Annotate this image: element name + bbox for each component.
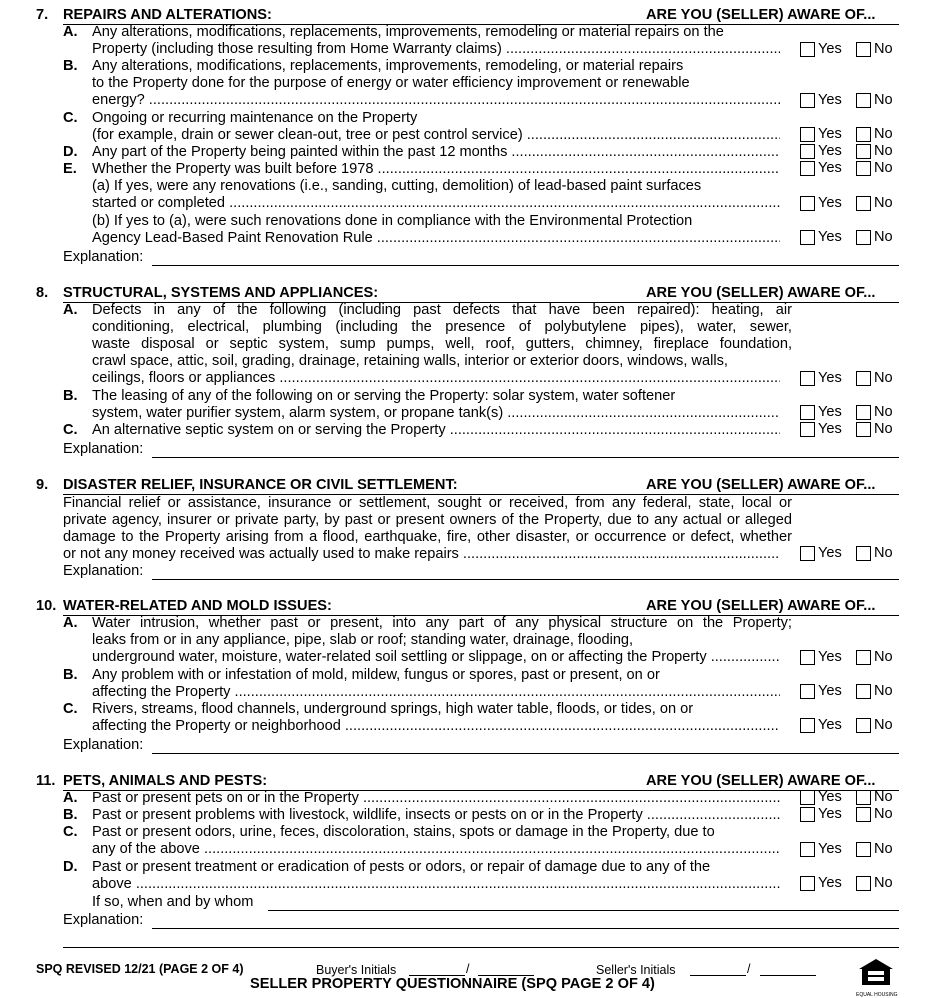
item-8c-line1: An alternative septic system on or serving the Property ..... bbox=[92, 422, 780, 439]
row-10a-yes-label: Yes bbox=[818, 649, 842, 665]
section-10-explanation-label: Explanation: bbox=[63, 737, 144, 753]
section-9-title: DISASTER RELIEF, INSURANCE OR CIVIL SETTLEMENT: bbox=[63, 477, 458, 493]
equal-housing-icon bbox=[856, 957, 898, 998]
item-10b-line2: affecting the Property ..... bbox=[92, 684, 780, 701]
row-10c-no-label: No bbox=[874, 717, 893, 733]
section-11-number: 11. bbox=[36, 773, 56, 789]
item-7e-line1: Whether the Property was built before 1978 ..... bbox=[92, 161, 780, 178]
item-7c-letter: C. bbox=[63, 110, 78, 126]
item-7e-letter: E. bbox=[63, 161, 77, 177]
row-8c-yes-label: Yes bbox=[818, 421, 842, 437]
row-10a-no-checkbox[interactable] bbox=[856, 650, 871, 665]
section-7-explanation-label: Explanation: bbox=[63, 249, 144, 265]
section-10-number: 10. bbox=[36, 598, 57, 614]
row-11b-no-checkbox[interactable] bbox=[856, 807, 871, 822]
item-7b-letter: B. bbox=[63, 58, 78, 74]
item-11c-line1: Past or present odors, urine, feces, discoloration, stains, spots or damage in the Property, due to bbox=[92, 824, 715, 840]
item-11d-line2: above ..... bbox=[92, 876, 780, 893]
item-7e-b-line2: Agency Lead-Based Paint Renovation Rule ..... bbox=[92, 230, 780, 247]
row-7b-no-label: No bbox=[874, 92, 893, 108]
seller-initials-field-2[interactable] bbox=[760, 975, 816, 976]
row-11d-no-checkbox[interactable] bbox=[856, 876, 871, 891]
item-10c-line1: Rivers, streams, flood channels, underground springs, high water table, floods, or tides, on or bbox=[92, 701, 694, 717]
section-11-title: PETS, ANIMALS AND PESTS: bbox=[63, 773, 268, 789]
row-9-yes-checkbox[interactable] bbox=[800, 546, 815, 561]
row-7a-no-checkbox[interactable] bbox=[856, 42, 871, 57]
row-10b-no-label: No bbox=[874, 683, 893, 699]
item-11d-line1: Past or present treatment or eradication of pests or odors, or repair of damage due to any of the bbox=[92, 859, 711, 875]
section-9-number: 9. bbox=[36, 477, 49, 493]
item-7a-line2: Property (including those resulting from Home Warranty claims) ..... bbox=[92, 41, 780, 58]
item-7a-letter: A. bbox=[63, 24, 78, 40]
section-7-title: REPAIRS AND ALTERATIONS: bbox=[63, 7, 272, 23]
item-11a-line1: Past or present pets on or in the Property ..... bbox=[92, 790, 780, 807]
item-9-line3: damage to the Property arising from a flood, earthquake, fire, other disaster, or occurrence or defect, whether bbox=[63, 529, 792, 545]
item-10b-letter: B. bbox=[63, 667, 78, 683]
footer-revision: SPQ REVISED 12/21 (PAGE 2 OF 4) bbox=[36, 962, 244, 976]
row-10b-yes-checkbox[interactable] bbox=[800, 684, 815, 699]
row-9-yes-label: Yes bbox=[818, 545, 842, 561]
seller-initials-label: Seller's Initials bbox=[596, 963, 676, 977]
row-7c-no-checkbox[interactable] bbox=[856, 127, 871, 142]
item-7e-a-line2: started or completed ..... bbox=[92, 195, 780, 212]
item-11d-letter: D. bbox=[63, 859, 78, 875]
row-7e-yes-checkbox[interactable] bbox=[800, 161, 815, 176]
row-7c-yes-checkbox[interactable] bbox=[800, 127, 815, 142]
row-7b-no-checkbox[interactable] bbox=[856, 93, 871, 108]
row-9-no-checkbox[interactable] bbox=[856, 546, 871, 561]
row-10c-yes-label: Yes bbox=[818, 717, 842, 733]
item-10c-line2: affecting the Property or neighborhood ..... bbox=[92, 718, 780, 735]
row-7b-yes-label: Yes bbox=[818, 92, 842, 108]
section-10-title: WATER-RELATED AND MOLD ISSUES: bbox=[63, 598, 332, 614]
row-8b-yes-checkbox[interactable] bbox=[800, 405, 815, 420]
item-8b-line1: The leasing of any of the following on or serving the Property: solar system, water softener bbox=[92, 388, 676, 404]
buyer-initials-label: Buyer's Initials bbox=[316, 963, 397, 977]
row-7d-no-label: No bbox=[874, 143, 893, 159]
item-10c-letter: C. bbox=[63, 701, 78, 717]
row-11c-yes-checkbox[interactable] bbox=[800, 842, 815, 857]
row-7e-yes-label: Yes bbox=[818, 160, 842, 176]
section-9-aware-heading: ARE YOU (SELLER) AWARE OF... bbox=[646, 477, 876, 493]
row-11c-no-label: No bbox=[874, 841, 893, 857]
row-11a-yes-checkbox[interactable] bbox=[800, 790, 815, 805]
row-11d-no-label: No bbox=[874, 875, 893, 891]
row-7a-no-label: No bbox=[874, 41, 893, 57]
row-8c-no-checkbox[interactable] bbox=[856, 422, 871, 437]
section-11-explanation-label: Explanation: bbox=[63, 912, 144, 928]
row-11a-no-checkbox[interactable] bbox=[856, 790, 871, 805]
row-8c-yes-checkbox[interactable] bbox=[800, 422, 815, 437]
row-7d-no-checkbox[interactable] bbox=[856, 144, 871, 159]
item-8a-line3: waste disposal or septic system, sump pumps, well, roof, gutters, chimney, fireplace foundation, bbox=[92, 336, 792, 352]
buyer-initials-slash: / bbox=[466, 962, 470, 976]
section-8-number: 8. bbox=[36, 285, 49, 301]
row-10b-yes-label: Yes bbox=[818, 683, 842, 699]
item-11c-line2: any of the above ..... bbox=[92, 841, 780, 858]
section-7-number: 7. bbox=[36, 7, 49, 23]
row-7e-no-checkbox[interactable] bbox=[856, 161, 871, 176]
row-7a-yes-label: Yes bbox=[818, 41, 842, 57]
row-11b-no-label: No bbox=[874, 806, 893, 822]
row-8b-no-label: No bbox=[874, 404, 893, 420]
item-10a-line1: Water intrusion, whether past or present, into any part of any physical structure on the Property; bbox=[92, 615, 792, 631]
item-11b-letter: B. bbox=[63, 807, 78, 823]
row-8a-yes-checkbox[interactable] bbox=[800, 371, 815, 386]
row-7a-yes-checkbox[interactable] bbox=[800, 42, 815, 57]
item-8a-line4: crawl space, attic, soil, grading, drainage, retaining walls, interior or exterior doors, windows, walls, bbox=[92, 353, 728, 369]
section-11-explanation-field[interactable] bbox=[152, 928, 899, 929]
item-11d-when-field[interactable] bbox=[268, 910, 899, 911]
item-8a-letter: A. bbox=[63, 302, 78, 318]
row-7b-yes-checkbox[interactable] bbox=[800, 93, 815, 108]
item-10b-line1: Any problem with or infestation of mold, mildew, fungus or spores, past or present, on or bbox=[92, 667, 660, 683]
row-10a-yes-checkbox[interactable] bbox=[800, 650, 815, 665]
item-11b-line1: Past or present problems with livestock, wildlife, insects or pests on or in the Property ..... bbox=[92, 807, 780, 824]
item-9-line4: or not any money received was actually used to make repairs ..... bbox=[63, 546, 780, 563]
row-7d-yes-label: Yes bbox=[818, 143, 842, 159]
row-7c-no-label: No bbox=[874, 126, 893, 142]
section-9-explanation-label: Explanation: bbox=[63, 563, 144, 579]
row-11a-no-label: No bbox=[874, 789, 893, 805]
row-7e-b-yes-checkbox[interactable] bbox=[800, 230, 815, 245]
section-11-aware-heading: ARE YOU (SELLER) AWARE OF... bbox=[646, 773, 876, 789]
row-11c-no-checkbox[interactable] bbox=[856, 842, 871, 857]
item-8a-line1: Defects in any of the following (including past defects that have been repaired): heating, air bbox=[92, 302, 792, 318]
row-7e-no-label: No bbox=[874, 160, 893, 176]
item-7a-line1: Any alterations, modifications, replacements, improvements, remodeling or material repairs on the bbox=[92, 24, 724, 40]
item-8b-line2: system, water purifier system, alarm system, or propane tank(s) ..... bbox=[92, 405, 780, 422]
section-7-explanation-field[interactable] bbox=[152, 265, 899, 266]
section-7-aware-heading: ARE YOU (SELLER) AWARE OF... bbox=[646, 7, 876, 23]
row-11b-yes-checkbox[interactable] bbox=[800, 807, 815, 822]
item-8a-line5: ceilings, floors or appliances ..... bbox=[92, 370, 780, 387]
equal-housing-caption: EQUAL HOUSING bbox=[856, 992, 898, 998]
row-7e-a-no-label: No bbox=[874, 195, 893, 211]
footer-rule bbox=[63, 947, 899, 948]
row-7e-a-yes-label: Yes bbox=[818, 195, 842, 211]
row-9-no-label: No bbox=[874, 545, 893, 561]
row-7e-a-yes-checkbox[interactable] bbox=[800, 196, 815, 211]
section-10-explanation-field[interactable] bbox=[152, 753, 899, 754]
row-8a-yes-label: Yes bbox=[818, 370, 842, 386]
row-8b-no-checkbox[interactable] bbox=[856, 405, 871, 420]
footer-title: SELLER PROPERTY QUESTIONNAIRE (SPQ PAGE 2 OF 4) bbox=[250, 976, 655, 992]
row-11c-yes-label: Yes bbox=[818, 841, 842, 857]
row-7d-yes-checkbox[interactable] bbox=[800, 144, 815, 159]
section-10-aware-heading: ARE YOU (SELLER) AWARE OF... bbox=[646, 598, 876, 614]
row-10b-no-checkbox[interactable] bbox=[856, 684, 871, 699]
item-11d-when-label: If so, when and by whom bbox=[92, 894, 254, 910]
row-10c-yes-checkbox[interactable] bbox=[800, 718, 815, 733]
item-7b-line3: energy? ..... bbox=[92, 92, 780, 109]
item-11a-letter: A. bbox=[63, 790, 78, 806]
section-8-aware-heading: ARE YOU (SELLER) AWARE OF... bbox=[646, 285, 876, 301]
equal-housing-logo-shape bbox=[856, 957, 896, 987]
item-8b-letter: B. bbox=[63, 388, 78, 404]
item-10a-letter: A. bbox=[63, 615, 78, 631]
row-7c-yes-label: Yes bbox=[818, 126, 842, 142]
row-7e-b-no-label: No bbox=[874, 229, 893, 245]
row-8b-yes-label: Yes bbox=[818, 404, 842, 420]
item-7b-line1: Any alterations, modifications, replacements, improvements, remodeling, or material repairs bbox=[92, 58, 684, 74]
item-7b-line2: to the Property done for the purpose of energy or water efficiency improvement or renewable bbox=[92, 75, 690, 91]
row-7e-b-no-checkbox[interactable] bbox=[856, 230, 871, 245]
item-10a-line3: underground water, moisture, water-related soil settling or slippage, on or affecting the Property ..... bbox=[92, 649, 780, 666]
item-7e-b-line1: (b) If yes to (a), were such renovations done in compliance with the Environmental Protection bbox=[92, 213, 693, 229]
item-9-line1: Financial relief or assistance, insurance or settlement, sought or received, from any federal, state, local or bbox=[63, 495, 792, 511]
item-8c-letter: C. bbox=[63, 422, 78, 438]
item-11c-letter: C. bbox=[63, 824, 78, 840]
seller-initials-slash: / bbox=[747, 962, 751, 976]
row-7e-b-yes-label: Yes bbox=[818, 229, 842, 245]
item-7e-a-line1: (a) If yes, were any renovations (i.e., sanding, cutting, demolition) of lead-based paint surfaces bbox=[92, 178, 702, 194]
row-11d-yes-label: Yes bbox=[818, 875, 842, 891]
item-10a-line2: leaks from or in any appliance, pipe, slab or roof; standing water, drainage, flooding, bbox=[92, 632, 634, 648]
item-7d-line1: Any part of the Property being painted within the past 12 months ..... bbox=[92, 144, 780, 161]
item-7d-letter: D. bbox=[63, 144, 78, 160]
section-8-explanation-field[interactable] bbox=[152, 457, 899, 458]
item-7c-line1: Ongoing or recurring maintenance on the Property bbox=[92, 110, 418, 126]
row-11a-yes-label: Yes bbox=[818, 789, 842, 805]
section-9-explanation-field[interactable] bbox=[152, 579, 899, 580]
row-8a-no-checkbox[interactable] bbox=[856, 371, 871, 386]
seller-initials-field-1[interactable] bbox=[690, 975, 746, 976]
item-7c-line2: (for example, drain or sewer clean-out, tree or pest control service) ..... bbox=[92, 127, 780, 144]
row-8a-no-label: No bbox=[874, 370, 893, 386]
item-8a-line2: conditioning, electrical, plumbing (including the presence of polybutylene pipes), water, sewer, bbox=[92, 319, 792, 335]
row-10c-no-checkbox[interactable] bbox=[856, 718, 871, 733]
item-9-line2: private agency, insurer or private party, by past or present owners of the Property, due to any actual or alleged bbox=[63, 512, 792, 528]
section-8-explanation-label: Explanation: bbox=[63, 441, 144, 457]
section-8-title: STRUCTURAL, SYSTEMS AND APPLIANCES: bbox=[63, 285, 379, 301]
row-8c-no-label: No bbox=[874, 421, 893, 437]
row-7e-a-no-checkbox[interactable] bbox=[856, 196, 871, 211]
row-11d-yes-checkbox[interactable] bbox=[800, 876, 815, 891]
row-10a-no-label: No bbox=[874, 649, 893, 665]
row-11b-yes-label: Yes bbox=[818, 806, 842, 822]
